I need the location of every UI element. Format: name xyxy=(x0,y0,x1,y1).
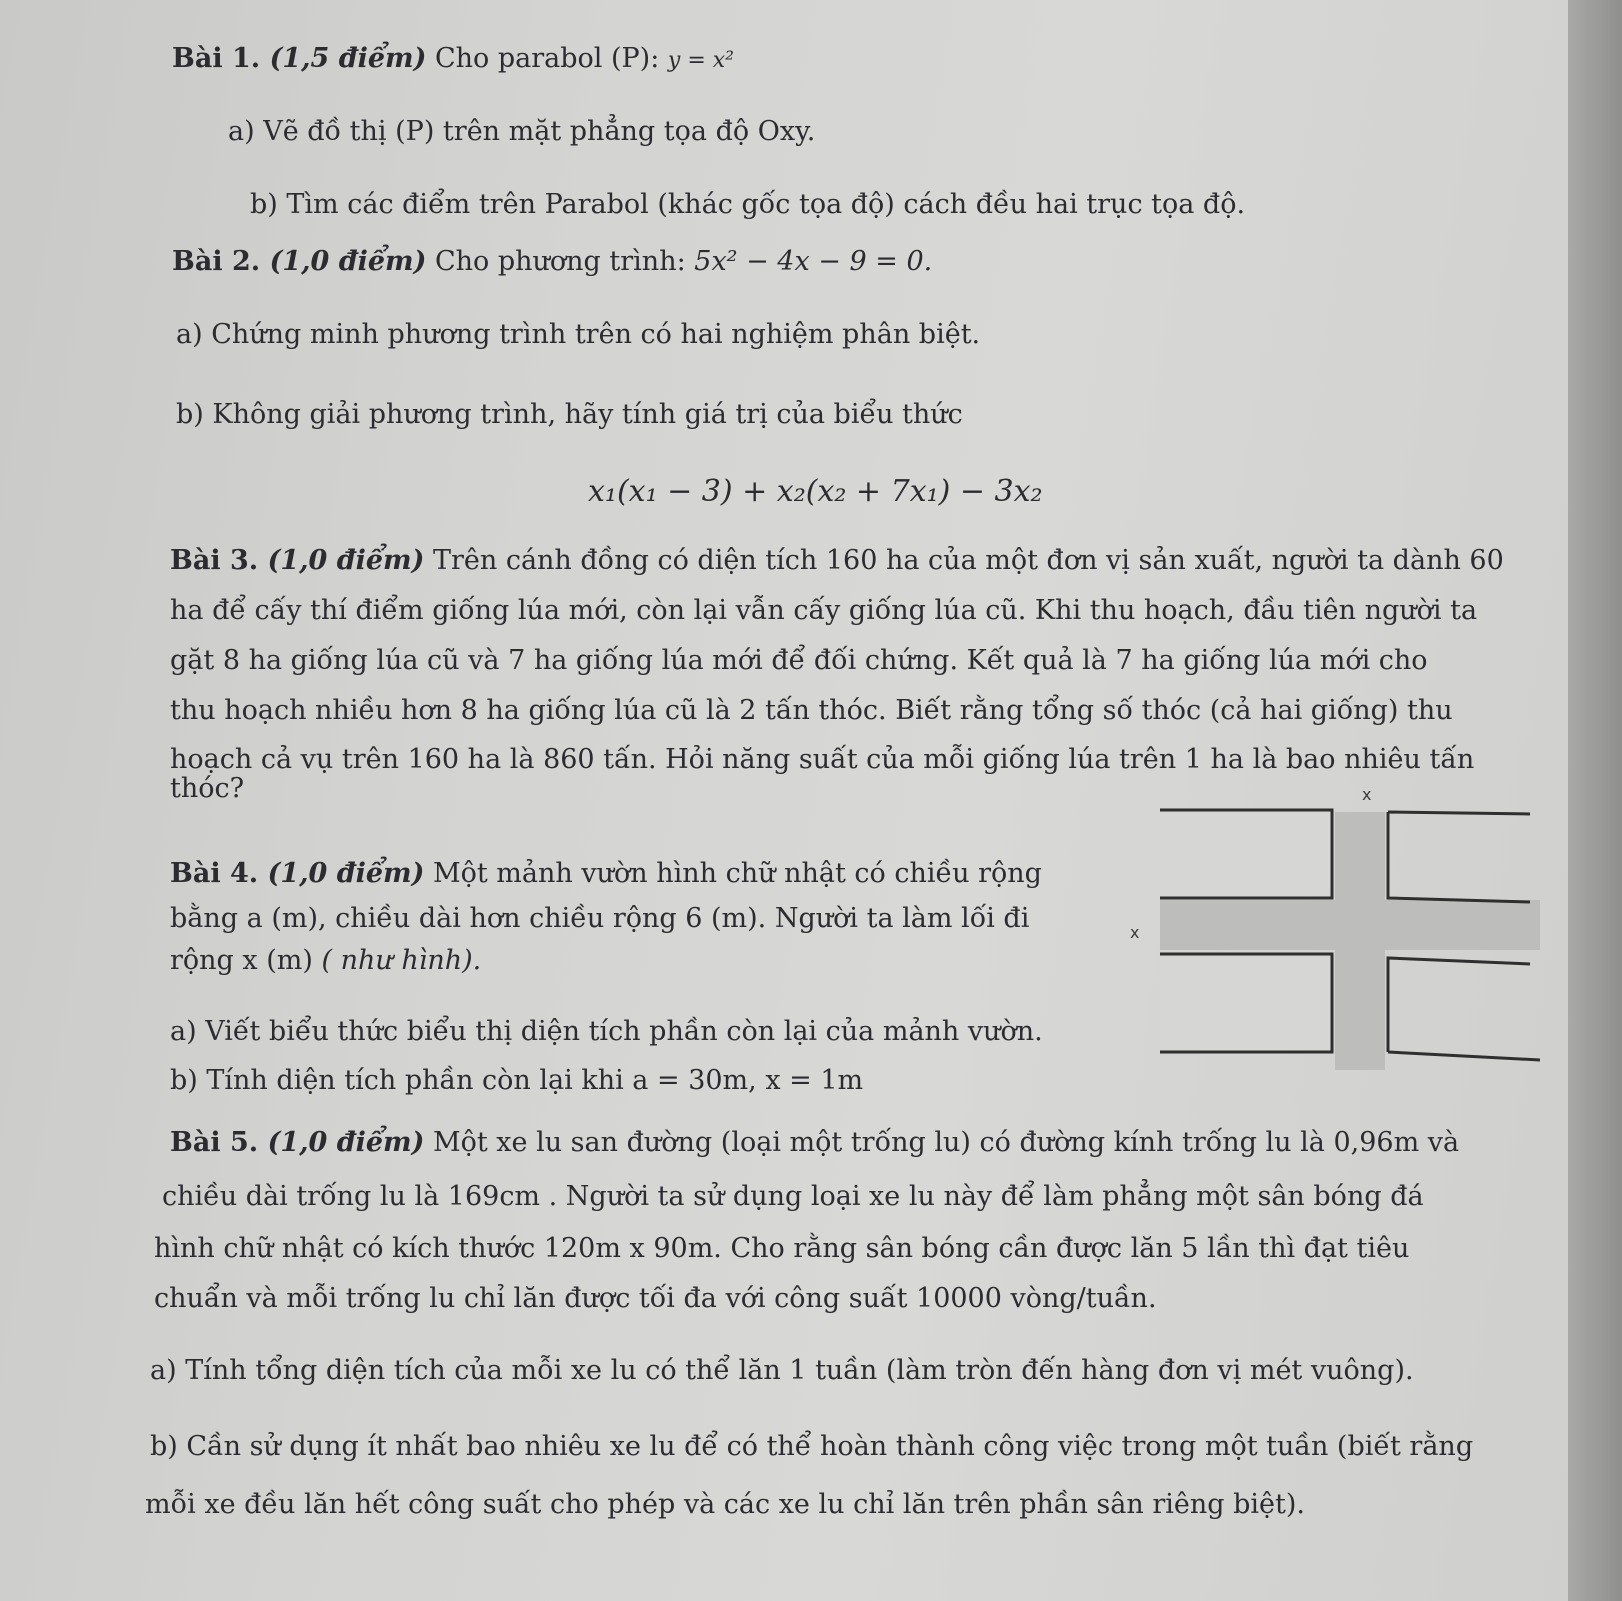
bai4-heading: Bài 4. xyxy=(170,858,268,889)
bai3-line4: thu hoạch nhiều hơn 8 ha giống lúa cũ là 2 tấn thóc. Biết rằng tổng số thóc (cả hai giống) thu xyxy=(170,695,1453,726)
bai3-line2: ha để cấy thí điểm giống lúa mới, còn lại vẫn cấy giống lúa cũ. Khi thu hoạch, đầu tiên người ta xyxy=(170,595,1478,626)
figure-label-left-x: x xyxy=(1130,923,1140,942)
horizontal-path xyxy=(1160,900,1540,950)
bai4-line3 xyxy=(170,944,481,978)
bai3-text-1: Trên cánh đồng có diện tích 160 ha của một đơn vị sản xuất, người ta dành 60 xyxy=(424,545,1504,576)
bai1-heading: Bài 1. xyxy=(172,43,270,74)
bai3-heading: Bài 3. xyxy=(170,545,268,576)
garden-figure xyxy=(1100,790,1540,1090)
bai5-line3: hình chữ nhật có kích thước 120m x 90m. Cho rằng sân bóng cần được lăn 5 lần thì đạt tiêu xyxy=(154,1233,1410,1264)
figure-label-top-x: x xyxy=(1362,790,1372,804)
bai5-heading: Bài 5. xyxy=(170,1127,268,1158)
bai1-points: (1,5 điểm) xyxy=(269,43,427,74)
bai1-part-b: b) Tìm các điểm trên Parabol (khác gốc tọa độ) cách đều hai trục tọa độ. xyxy=(250,189,1246,220)
bai2-text: Cho phương trình: xyxy=(426,246,695,277)
bai5-line1 xyxy=(170,1126,1459,1160)
bai2-expression: x₁(x₁ − 3) + x₂(x₂ + 7x₁) − 3x₂ xyxy=(588,474,1043,509)
bai4-text-1: Một mảnh vườn hình chữ nhật có chiều rộng xyxy=(424,858,1042,889)
bai4-points: (1,0 điểm) xyxy=(267,858,425,889)
bai1-title xyxy=(172,42,734,78)
bai5-text-1: Một xe lu san đường (loại một trống lu) có đường kính trống lu là 0,96m và xyxy=(424,1127,1460,1158)
plot-bottom-left xyxy=(1160,954,1332,1052)
bai1-text: Cho parabol (P): xyxy=(426,43,668,74)
bai4-line1 xyxy=(170,857,1042,891)
bai3-line1 xyxy=(170,544,1504,578)
bai3-line3: gặt 8 ha giống lúa cũ và 7 ha giống lúa mới để đối chứng. Kết quả là 7 ha giống lúa mới cho xyxy=(170,645,1428,676)
garden-diagram xyxy=(1100,790,1540,1090)
bai1-formula: y = x² xyxy=(667,48,734,73)
plot-bottom-right xyxy=(1388,958,1540,1060)
bai5-line2: chiều dài trống lu là 169cm . Người ta sử dụng loại xe lu này để làm phẳng một sân bóng đá xyxy=(162,1181,1424,1212)
bai4-line3-note: ( như hình). xyxy=(321,945,482,976)
bai5-part-b-1: b) Cần sử dụng ít nhất bao nhiêu xe lu để có thể hoàn thành công việc trong một tuần (biết rằng xyxy=(150,1431,1474,1462)
bai5-part-a: a) Tính tổng diện tích của mỗi xe lu có thể lăn 1 tuần (làm tròn đến hàng đơn vị mét vuông). xyxy=(150,1355,1414,1386)
bai4-part-a: a) Viết biểu thức biểu thị diện tích phần còn lại của mảnh vườn. xyxy=(170,1016,1043,1047)
bai4-line3-text: rộng x (m) xyxy=(170,945,322,976)
bai3-points: (1,0 điểm) xyxy=(267,545,425,576)
bai2-points: (1,0 điểm) xyxy=(269,246,427,277)
bai2-heading: Bài 2. xyxy=(172,246,270,277)
bai1-part-a: a) Vẽ đồ thị (P) trên mặt phẳng tọa độ Oxy. xyxy=(228,116,816,147)
plot-top-left xyxy=(1160,810,1332,898)
bai2-part-a: a) Chứng minh phương trình trên có hai nghiệm phân biệt. xyxy=(176,319,981,350)
bai4-part-b: b) Tính diện tích phần còn lại khi a = 30m, x = 1m xyxy=(170,1065,864,1096)
bai3-line6: thóc? xyxy=(170,773,245,804)
bai5-part-b-2: mỗi xe đều lăn hết công suất cho phép và các xe lu chỉ lăn trên phần sân riêng biệt). xyxy=(145,1489,1305,1520)
paper-edge-shadow xyxy=(1568,0,1622,1601)
plot-top-right xyxy=(1388,812,1530,902)
bai2-title xyxy=(172,245,932,279)
bai4-line2: bằng a (m), chiều dài hơn chiều rộng 6 (m). Người ta làm lối đi xyxy=(170,903,1030,934)
bai2-formula: 5x² − 4x − 9 = 0. xyxy=(694,246,933,277)
bai5-points: (1,0 điểm) xyxy=(267,1127,425,1158)
bai2-part-b: b) Không giải phương trình, hãy tính giá trị của biểu thức xyxy=(176,399,963,430)
bai3-line5: hoạch cả vụ trên 160 ha là 860 tấn. Hỏi năng suất của mỗi giống lúa trên 1 ha là bao nhiêu tấn xyxy=(170,744,1475,775)
bai5-line4: chuẩn và mỗi trống lu chỉ lăn được tối đa với công suất 10000 vòng/tuần. xyxy=(154,1283,1157,1314)
